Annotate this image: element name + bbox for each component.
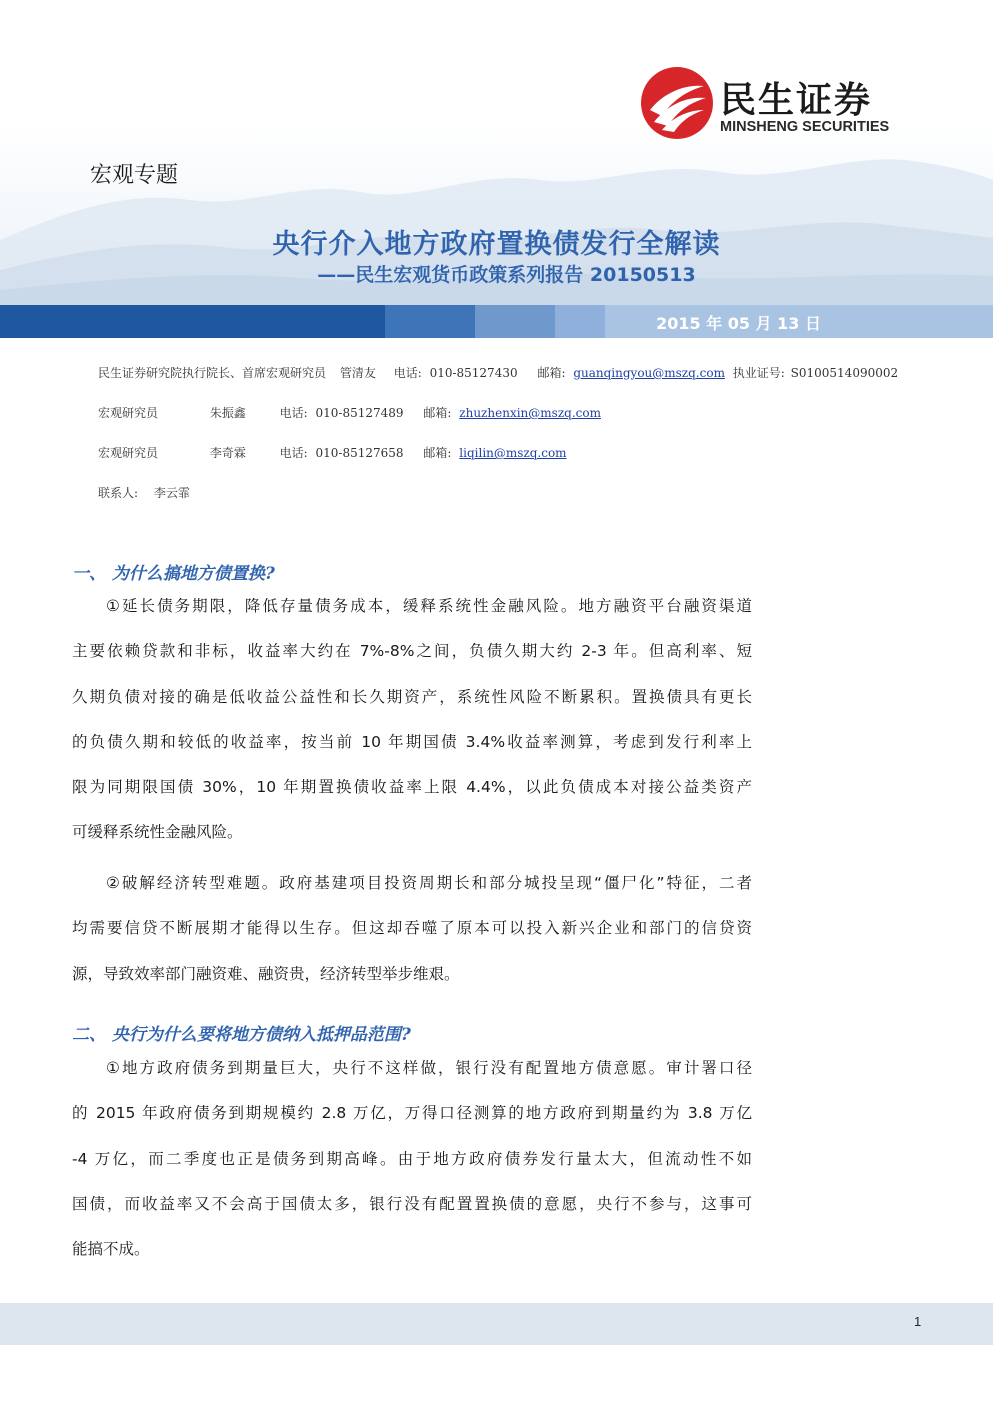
text-line: 限为同期限国债 30%，10 年期置换债收益率上限 4.4%，以此负债成本对接公益类资产 <box>72 778 752 797</box>
text-line: 主要依赖贷款和非标，收益率大约在 7%-8%之间，负债久期大约 2-3 年。但高利率、短 <box>72 642 752 661</box>
author-role: 民生证券研究院执行院长、首席宏观研究员 <box>98 366 327 380</box>
text-line: 的 2015 年政府债务到期规模约 2.8 万亿，万得口径测算的地方政府到期量约为 3.8 万亿 <box>72 1104 752 1123</box>
author-phone: 010-85127430 <box>429 366 518 380</box>
author-email-link[interactable]: zhuzhenxin@mszq.com <box>459 406 601 420</box>
author-license: S0100514090002 <box>790 366 899 380</box>
report-subtitle: ——民生宏观货币政策系列报告 20150513 <box>317 264 696 286</box>
license-label: 执业证号: <box>732 366 785 380</box>
brand-name-en: MINSHENG SECURITIES <box>720 119 890 135</box>
author-row <box>98 404 601 421</box>
text-line: ①地方政府债务到期量巨大，央行不这样做，银行没有配置地方债意愿。审计署口径 <box>106 1059 752 1077</box>
bar-segment <box>555 305 605 338</box>
section-heading: 一、 为什么搞地方债置换? <box>72 564 275 584</box>
author-email-link[interactable]: liqilin@mszq.com <box>459 446 567 460</box>
paragraph <box>72 584 752 856</box>
text-line: 均需要信贷不断展期才能得以生存。但这却吞噬了原本可以投入新兴企业和部门的信贷资 <box>72 919 752 938</box>
author-name: 管清友 <box>339 366 376 380</box>
bar-segment <box>0 305 385 338</box>
author-role: 宏观研究员 <box>98 446 159 460</box>
author-row <box>98 364 898 381</box>
text-line: 久期负债对接的确是低收益公益性和长久期资产，系统性风险不断累积。置换债具有更长 <box>72 687 752 706</box>
text-line: 的负债久期和较低的收益率，按当前 10 年期国债 3.4%收益率测算，考虑到发行利率上 <box>72 732 752 751</box>
report-date: 2015 年 05 月 13 日 <box>656 314 821 333</box>
brand-logo <box>640 66 930 146</box>
text-line: 源，导致效率部门融资难、融资贵，经济转型举步维艰。 <box>72 964 460 983</box>
brand-name-cn: 民生证券 <box>720 80 873 121</box>
email-label: 邮箱: <box>423 406 452 420</box>
contact-label: 联系人: <box>98 486 139 500</box>
author-phone: 010-85127489 <box>315 406 404 420</box>
author-row <box>98 444 567 461</box>
bar-segment <box>385 305 475 338</box>
author-name: 李奇霖 <box>209 446 246 460</box>
author-email-link[interactable]: guanqingyou@mszq.com <box>573 366 725 380</box>
section-heading: 二、 央行为什么要将地方债纳入抵押品范围? <box>72 1025 411 1045</box>
phone-label: 电话: <box>279 446 308 460</box>
footer-band <box>0 1303 993 1345</box>
author-phone: 010-85127658 <box>315 446 404 460</box>
contact-row <box>98 484 190 501</box>
bar-segment <box>475 305 555 338</box>
report-category: 宏观专题 <box>90 163 179 188</box>
author-name: 朱振鑫 <box>209 406 246 420</box>
text-line: 国债，而收益率又不会高于国债太多，银行没有配置置换债的意愿，央行不参与，这事可 <box>72 1194 752 1213</box>
minsheng-logo-icon <box>640 66 714 140</box>
author-role: 宏观研究员 <box>98 406 159 420</box>
report-title: 央行介入地方政府置换债发行全解读 <box>272 229 721 260</box>
paragraph <box>72 1046 752 1272</box>
text-line: 能搞不成。 <box>72 1240 150 1259</box>
paragraph <box>72 861 752 997</box>
phone-label: 电话: <box>279 406 308 420</box>
phone-label: 电话: <box>393 366 422 380</box>
text-line: -4 万亿，而二季度也正是债务到期高峰。由于地方政府债券发行量太大，但流动性不如 <box>72 1149 752 1168</box>
text-line: 可缓释系统性金融风险。 <box>72 823 243 842</box>
contact-name: 李云霏 <box>153 486 190 500</box>
page-number: 1 <box>914 1314 922 1329</box>
email-label: 邮箱: <box>423 446 452 460</box>
text-line: ②破解经济转型难题。政府基建项目投资周期长和部分城投呈现“僵尸化”特征，二者 <box>106 874 752 892</box>
text-line: ①延长债务期限，降低存量债务成本，缓释系统性金融风险。地方融资平台融资渠道 <box>106 597 752 615</box>
date-bar <box>0 305 993 338</box>
email-label: 邮箱: <box>537 366 566 380</box>
